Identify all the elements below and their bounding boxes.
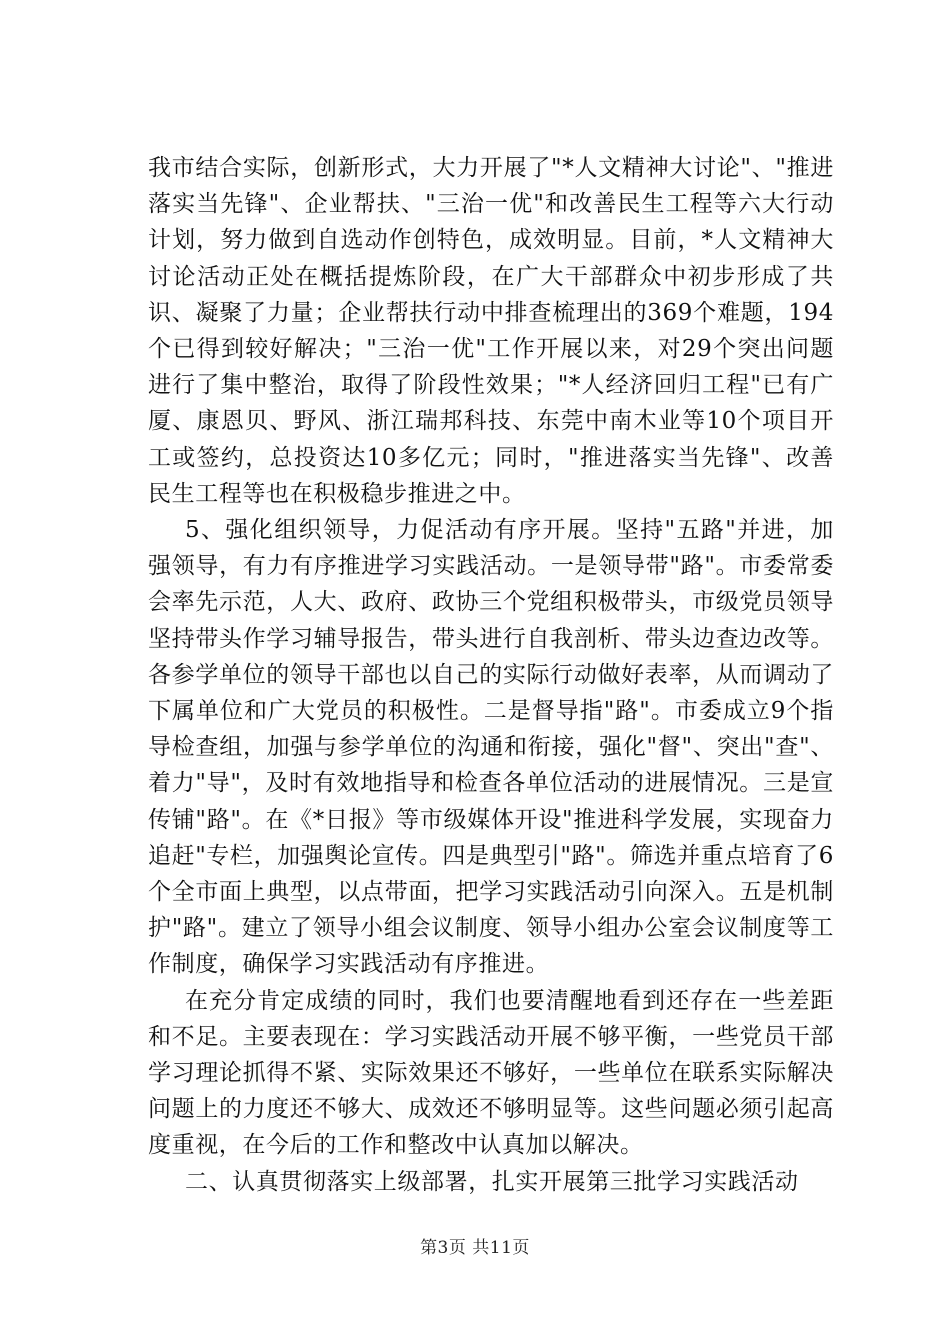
- section-heading: 二、认真贯彻落实上级部署，扎实开展第三批学习实践活动: [185, 1168, 799, 1195]
- page-number-footer: 第3页 共11页: [420, 1238, 530, 1258]
- body-paragraph-1: 我市结合实际，创新形式，大力开展了"*人文精神大讨论"、"推进落实当先锋"、企业帮扶、"三治一优"和改善民生工程等六大行动计划，努力做到自选动作创特色，成效明显。目前，*人文精神大讨论活动正处在概括提炼阶段，在广大干部群众中初步形成了共识、凝聚了力量；企业帮扶行动中排查梳理出的369个难题，194个已得到较好解决；"三治一优"工作开展以来，对29个突出问题进行了集中整治，取得了阶段性效果；"*人经济回归工程"已有广厦、康恩贝、野风、浙江瑞邦科技、东莞中南木业等10个项目开工或签约，总投资达10多亿元；同时，"推进落实当先锋"、改善民生工程等也在积极稳步推进之中。: [148, 155, 834, 507]
- body-paragraph-3: 在充分肯定成绩的同时，我们也要清醒地看到还存在一些差距和不足。主要表现在：学习实践活动开展不够平衡，一些党员干部学习理论抓得不紧、实际效果还不够好，一些单位在联系实际解决问题上的力度还不够大、成效还不够明显等。这些问题必须引起高度重视，在今后的工作和整改中认真加以解决。: [148, 987, 834, 1159]
- body-paragraph-2: 5、强化组织领导，力促活动有序开展。坚持"五路"并进，加强领导，有力有序推进学习实践活动。一是领导带"路"。市委常委会率先示范，人大、政府、政协三个党组积极带头，市级党员领导坚持带头作学习辅导报告，带头进行自我剖析、带头边查边改等。各参学单位的领导干部也以自己的实际行动做好表率，从而调动了下属单位和广大党员的积极性。二是督导指"路"。市委成立9个指导检查组，加强与参学单位的沟通和衔接，强化"督"、突出"查"、着力"导"，及时有效地指导和检查各单位活动的进展情况。三是宣传铺"路"。在《*日报》等市级媒体开设"推进科学发展，实现奋力追赶"专栏，加强舆论宣传。四是典型引"路"。筛选并重点培育了6个全市面上典型，以点带面，把学习实践活动引向深入。五是机制护"路"。建立了领导小组会议制度、领导小组办公室会议制度等工作制度，确保学习实践活动有序推进。: [148, 517, 834, 978]
- document-body: [148, 150, 834, 1200]
